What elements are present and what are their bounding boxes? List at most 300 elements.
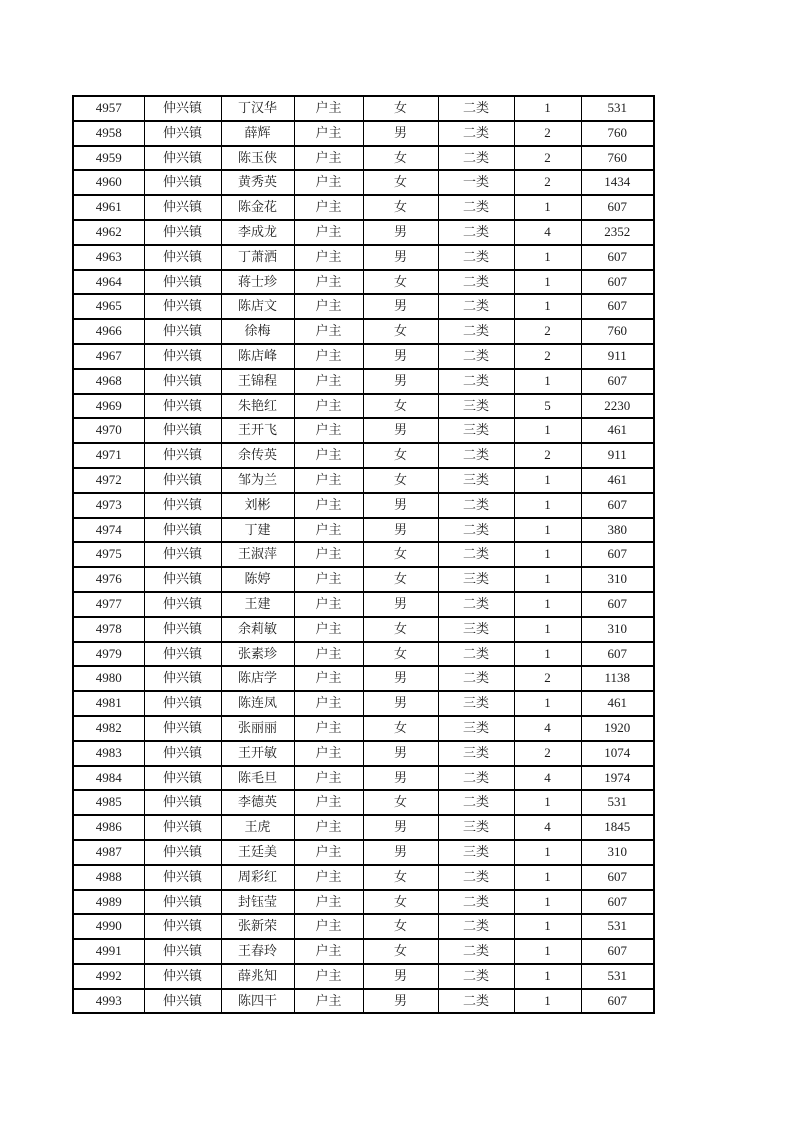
table-cell: 531 — [581, 96, 654, 121]
table-cell: 1 — [514, 270, 581, 295]
table-cell: 607 — [581, 939, 654, 964]
table-cell: 仲兴镇 — [144, 518, 221, 543]
table-cell: 王锦程 — [221, 369, 294, 394]
table-cell: 李德英 — [221, 790, 294, 815]
table-row — [73, 369, 654, 394]
table-cell: 户主 — [294, 691, 363, 716]
table-cell: 4987 — [73, 840, 144, 865]
table-cell: 4 — [514, 766, 581, 791]
table-cell: 户主 — [294, 170, 363, 195]
table-cell: 4990 — [73, 914, 144, 939]
table-cell: 911 — [581, 344, 654, 369]
table-row — [73, 989, 654, 1014]
table-cell: 户主 — [294, 592, 363, 617]
table-cell: 4961 — [73, 195, 144, 220]
table-cell: 男 — [363, 518, 438, 543]
table-cell: 王春玲 — [221, 939, 294, 964]
table-cell: 4 — [514, 220, 581, 245]
table-row — [73, 691, 654, 716]
table-cell: 女 — [363, 617, 438, 642]
table-cell: 仲兴镇 — [144, 691, 221, 716]
table-cell: 女 — [363, 96, 438, 121]
table-row — [73, 220, 654, 245]
table-cell: 王开敏 — [221, 741, 294, 766]
table-cell: 607 — [581, 592, 654, 617]
table-cell: 仲兴镇 — [144, 840, 221, 865]
table-cell: 二类 — [438, 666, 514, 691]
table-cell: 女 — [363, 270, 438, 295]
table-cell: 2230 — [581, 394, 654, 419]
table-cell: 户主 — [294, 146, 363, 171]
table-cell: 仲兴镇 — [144, 617, 221, 642]
table-cell: 1 — [514, 939, 581, 964]
table-cell: 二类 — [438, 642, 514, 667]
table-row — [73, 394, 654, 419]
table-cell: 张素珍 — [221, 642, 294, 667]
table-cell: 760 — [581, 146, 654, 171]
table-cell: 1974 — [581, 766, 654, 791]
table-cell: 男 — [363, 989, 438, 1014]
table-cell: 户主 — [294, 790, 363, 815]
table-cell: 户主 — [294, 319, 363, 344]
table-cell: 2352 — [581, 220, 654, 245]
table-cell: 陈婷 — [221, 567, 294, 592]
table-cell: 男 — [363, 840, 438, 865]
table-cell: 4967 — [73, 344, 144, 369]
table-row — [73, 518, 654, 543]
table-cell: 余莉敏 — [221, 617, 294, 642]
table-cell: 310 — [581, 567, 654, 592]
table-cell: 户主 — [294, 939, 363, 964]
table-cell: 仲兴镇 — [144, 766, 221, 791]
table-row — [73, 567, 654, 592]
table-cell: 户主 — [294, 890, 363, 915]
table-cell: 4971 — [73, 443, 144, 468]
table-cell: 户主 — [294, 989, 363, 1014]
table-cell: 仲兴镇 — [144, 642, 221, 667]
table-cell: 1 — [514, 369, 581, 394]
table-cell: 4986 — [73, 815, 144, 840]
table-cell: 二类 — [438, 542, 514, 567]
table-cell: 三类 — [438, 394, 514, 419]
table-cell: 二类 — [438, 493, 514, 518]
table-cell: 4978 — [73, 617, 144, 642]
table-cell: 二类 — [438, 344, 514, 369]
table-cell: 仲兴镇 — [144, 468, 221, 493]
table-cell: 461 — [581, 418, 654, 443]
table-cell: 仲兴镇 — [144, 270, 221, 295]
table-cell: 仲兴镇 — [144, 245, 221, 270]
table-row — [73, 493, 654, 518]
table-cell: 1 — [514, 617, 581, 642]
table-cell: 1 — [514, 790, 581, 815]
table-cell: 女 — [363, 443, 438, 468]
table-cell: 二类 — [438, 294, 514, 319]
table-cell: 4 — [514, 815, 581, 840]
table-cell: 女 — [363, 394, 438, 419]
table-cell: 1 — [514, 418, 581, 443]
table-cell: 仲兴镇 — [144, 394, 221, 419]
table-cell: 1074 — [581, 741, 654, 766]
table-cell: 女 — [363, 567, 438, 592]
table-cell: 1 — [514, 840, 581, 865]
table-cell: 461 — [581, 691, 654, 716]
table-cell: 仲兴镇 — [144, 170, 221, 195]
table-cell: 607 — [581, 542, 654, 567]
table-cell: 4958 — [73, 121, 144, 146]
table-cell: 607 — [581, 294, 654, 319]
table-cell: 李成龙 — [221, 220, 294, 245]
table-row — [73, 766, 654, 791]
table-cell: 1 — [514, 865, 581, 890]
table-cell: 陈玉侠 — [221, 146, 294, 171]
table-cell: 2 — [514, 443, 581, 468]
table-cell: 1 — [514, 96, 581, 121]
table-row — [73, 865, 654, 890]
table-cell: 男 — [363, 294, 438, 319]
table-cell: 2 — [514, 146, 581, 171]
table-cell: 380 — [581, 518, 654, 543]
table-cell: 男 — [363, 121, 438, 146]
table-cell: 二类 — [438, 890, 514, 915]
table-cell: 三类 — [438, 418, 514, 443]
table-cell: 仲兴镇 — [144, 369, 221, 394]
table-cell: 薛兆知 — [221, 964, 294, 989]
table-cell: 户主 — [294, 121, 363, 146]
table-cell: 女 — [363, 790, 438, 815]
table-cell: 陈店学 — [221, 666, 294, 691]
table-cell: 仲兴镇 — [144, 790, 221, 815]
table-cell: 仲兴镇 — [144, 939, 221, 964]
table-cell: 周彩红 — [221, 865, 294, 890]
table-cell: 4973 — [73, 493, 144, 518]
table-cell: 邹为兰 — [221, 468, 294, 493]
table-cell: 女 — [363, 642, 438, 667]
table-cell: 二类 — [438, 443, 514, 468]
table-cell: 陈金花 — [221, 195, 294, 220]
table-cell: 4 — [514, 716, 581, 741]
table-cell: 4965 — [73, 294, 144, 319]
table-cell: 531 — [581, 914, 654, 939]
table-cell: 1 — [514, 493, 581, 518]
table-cell: 1 — [514, 542, 581, 567]
table-cell: 户主 — [294, 443, 363, 468]
table-cell: 男 — [363, 766, 438, 791]
table-cell: 607 — [581, 270, 654, 295]
table-cell: 户主 — [294, 617, 363, 642]
table-cell: 4992 — [73, 964, 144, 989]
table-cell: 户主 — [294, 394, 363, 419]
table-cell: 黄秀英 — [221, 170, 294, 195]
table-cell: 仲兴镇 — [144, 914, 221, 939]
table-cell: 4964 — [73, 270, 144, 295]
table-cell: 2 — [514, 121, 581, 146]
table-cell: 陈四干 — [221, 989, 294, 1014]
table-cell: 户主 — [294, 840, 363, 865]
table-cell: 三类 — [438, 468, 514, 493]
table-cell: 二类 — [438, 939, 514, 964]
table-cell: 4957 — [73, 96, 144, 121]
table-cell: 男 — [363, 369, 438, 394]
table-cell: 仲兴镇 — [144, 890, 221, 915]
table-cell: 陈店峰 — [221, 344, 294, 369]
table-cell: 1 — [514, 642, 581, 667]
table-cell: 1 — [514, 964, 581, 989]
table-cell: 2 — [514, 170, 581, 195]
table-cell: 4959 — [73, 146, 144, 171]
table-cell: 女 — [363, 865, 438, 890]
table-cell: 仲兴镇 — [144, 815, 221, 840]
table-cell: 二类 — [438, 245, 514, 270]
table-cell: 男 — [363, 815, 438, 840]
table-cell: 461 — [581, 468, 654, 493]
table-cell: 仲兴镇 — [144, 344, 221, 369]
table-cell: 女 — [363, 890, 438, 915]
table-cell: 4976 — [73, 567, 144, 592]
table-cell: 王开飞 — [221, 418, 294, 443]
table-cell: 二类 — [438, 964, 514, 989]
table-cell: 1 — [514, 518, 581, 543]
table-cell: 仲兴镇 — [144, 294, 221, 319]
table-cell: 4974 — [73, 518, 144, 543]
table-cell: 4988 — [73, 865, 144, 890]
table-cell: 4983 — [73, 741, 144, 766]
table-cell: 陈店文 — [221, 294, 294, 319]
table-cell: 户主 — [294, 518, 363, 543]
table-cell: 二类 — [438, 790, 514, 815]
table-cell: 二类 — [438, 146, 514, 171]
table-cell: 仲兴镇 — [144, 964, 221, 989]
table-cell: 1 — [514, 567, 581, 592]
table-cell: 仲兴镇 — [144, 146, 221, 171]
table-cell: 二类 — [438, 865, 514, 890]
table-row — [73, 592, 654, 617]
table-cell: 女 — [363, 170, 438, 195]
table-cell: 张丽丽 — [221, 716, 294, 741]
table-cell: 1 — [514, 914, 581, 939]
table-cell: 户主 — [294, 964, 363, 989]
table-cell: 男 — [363, 592, 438, 617]
table-cell: 二类 — [438, 270, 514, 295]
table-cell: 1 — [514, 989, 581, 1014]
table-cell: 男 — [363, 691, 438, 716]
table-cell: 607 — [581, 989, 654, 1014]
table-cell: 仲兴镇 — [144, 716, 221, 741]
table-cell: 4970 — [73, 418, 144, 443]
table-cell: 户主 — [294, 220, 363, 245]
table-cell: 三类 — [438, 741, 514, 766]
table-cell: 760 — [581, 319, 654, 344]
table-row — [73, 939, 654, 964]
table-cell: 女 — [363, 914, 438, 939]
table-cell: 4962 — [73, 220, 144, 245]
table-row — [73, 666, 654, 691]
table-cell: 1138 — [581, 666, 654, 691]
table-cell: 徐梅 — [221, 319, 294, 344]
table-cell: 仲兴镇 — [144, 542, 221, 567]
table-cell: 607 — [581, 245, 654, 270]
table-row — [73, 468, 654, 493]
table-cell: 607 — [581, 865, 654, 890]
table-cell: 1 — [514, 890, 581, 915]
table-cell: 二类 — [438, 319, 514, 344]
table-cell: 仲兴镇 — [144, 592, 221, 617]
table-cell: 仲兴镇 — [144, 96, 221, 121]
table-cell: 531 — [581, 790, 654, 815]
table-row — [73, 890, 654, 915]
table-cell: 一类 — [438, 170, 514, 195]
table-cell: 户主 — [294, 865, 363, 890]
table-row — [73, 790, 654, 815]
table-row — [73, 146, 654, 171]
table-cell: 4991 — [73, 939, 144, 964]
table-cell: 户主 — [294, 468, 363, 493]
table-cell: 户主 — [294, 493, 363, 518]
table-cell: 仲兴镇 — [144, 666, 221, 691]
table-cell: 仲兴镇 — [144, 741, 221, 766]
table-cell: 女 — [363, 319, 438, 344]
table-cell: 三类 — [438, 691, 514, 716]
table-cell: 三类 — [438, 840, 514, 865]
table-cell: 男 — [363, 964, 438, 989]
table-cell: 1 — [514, 592, 581, 617]
table-cell: 户主 — [294, 815, 363, 840]
table-row — [73, 815, 654, 840]
table-cell: 余传英 — [221, 443, 294, 468]
table-cell: 男 — [363, 741, 438, 766]
table-cell: 4963 — [73, 245, 144, 270]
table-cell: 户主 — [294, 666, 363, 691]
table-cell: 二类 — [438, 121, 514, 146]
table-cell: 607 — [581, 195, 654, 220]
table-cell: 仲兴镇 — [144, 121, 221, 146]
table-cell: 2 — [514, 344, 581, 369]
table-row — [73, 96, 654, 121]
table-cell: 户主 — [294, 418, 363, 443]
table-cell: 女 — [363, 939, 438, 964]
table-cell: 760 — [581, 121, 654, 146]
table-cell: 4984 — [73, 766, 144, 791]
table-cell: 户主 — [294, 369, 363, 394]
table-row — [73, 245, 654, 270]
table-row — [73, 964, 654, 989]
table-cell: 310 — [581, 617, 654, 642]
table-cell: 户主 — [294, 567, 363, 592]
table-cell: 户主 — [294, 294, 363, 319]
table-cell: 户主 — [294, 245, 363, 270]
table-cell: 仲兴镇 — [144, 989, 221, 1014]
table-row — [73, 270, 654, 295]
table-cell: 4985 — [73, 790, 144, 815]
table-row — [73, 443, 654, 468]
table-cell: 女 — [363, 195, 438, 220]
table-cell: 4981 — [73, 691, 144, 716]
table-cell: 二类 — [438, 766, 514, 791]
table-cell: 女 — [363, 468, 438, 493]
table-row — [73, 294, 654, 319]
table-cell: 户主 — [294, 96, 363, 121]
table-cell: 户主 — [294, 344, 363, 369]
table-cell: 丁萧洒 — [221, 245, 294, 270]
table-cell: 531 — [581, 964, 654, 989]
table-cell: 朱艳红 — [221, 394, 294, 419]
table-cell: 户主 — [294, 542, 363, 567]
table-cell: 仲兴镇 — [144, 220, 221, 245]
table-cell: 三类 — [438, 567, 514, 592]
table-cell: 丁汉华 — [221, 96, 294, 121]
table-cell: 二类 — [438, 195, 514, 220]
table-cell: 二类 — [438, 220, 514, 245]
table-row — [73, 914, 654, 939]
table-row — [73, 542, 654, 567]
table-cell: 4980 — [73, 666, 144, 691]
table-cell: 刘彬 — [221, 493, 294, 518]
table-row — [73, 319, 654, 344]
table-cell: 4968 — [73, 369, 144, 394]
table-cell: 1 — [514, 468, 581, 493]
table-cell: 王虎 — [221, 815, 294, 840]
table-cell: 男 — [363, 418, 438, 443]
table-cell: 1920 — [581, 716, 654, 741]
table-cell: 1 — [514, 294, 581, 319]
table-cell: 陈连凤 — [221, 691, 294, 716]
table-cell: 二类 — [438, 914, 514, 939]
table-row — [73, 617, 654, 642]
table-row — [73, 195, 654, 220]
table-cell: 三类 — [438, 815, 514, 840]
table-cell: 户主 — [294, 716, 363, 741]
table-cell: 1434 — [581, 170, 654, 195]
table-cell: 王建 — [221, 592, 294, 617]
table-cell: 丁建 — [221, 518, 294, 543]
table-cell: 仲兴镇 — [144, 195, 221, 220]
table-cell: 4966 — [73, 319, 144, 344]
table-cell: 封钰莹 — [221, 890, 294, 915]
table-cell: 陈毛旦 — [221, 766, 294, 791]
table-cell: 户主 — [294, 914, 363, 939]
table-cell: 仲兴镇 — [144, 567, 221, 592]
table-cell: 二类 — [438, 592, 514, 617]
table-cell: 二类 — [438, 989, 514, 1014]
table-cell: 蒋士珍 — [221, 270, 294, 295]
table-cell: 4960 — [73, 170, 144, 195]
table-cell: 4969 — [73, 394, 144, 419]
table-cell: 607 — [581, 642, 654, 667]
table-row — [73, 121, 654, 146]
table-body — [73, 96, 654, 1013]
table-row — [73, 344, 654, 369]
table-cell: 2 — [514, 741, 581, 766]
table-cell: 二类 — [438, 518, 514, 543]
table-row — [73, 741, 654, 766]
table-cell: 三类 — [438, 617, 514, 642]
table-cell: 4979 — [73, 642, 144, 667]
table-cell: 911 — [581, 443, 654, 468]
table-cell: 男 — [363, 666, 438, 691]
table-cell: 男 — [363, 344, 438, 369]
table-cell: 607 — [581, 493, 654, 518]
table-cell: 1 — [514, 195, 581, 220]
table-cell: 二类 — [438, 96, 514, 121]
table-cell: 男 — [363, 493, 438, 518]
table-cell: 户主 — [294, 195, 363, 220]
table-cell: 仲兴镇 — [144, 418, 221, 443]
table-cell: 户主 — [294, 642, 363, 667]
table-cell: 仲兴镇 — [144, 865, 221, 890]
table-cell: 607 — [581, 890, 654, 915]
table-cell: 女 — [363, 716, 438, 741]
table-cell: 仲兴镇 — [144, 443, 221, 468]
